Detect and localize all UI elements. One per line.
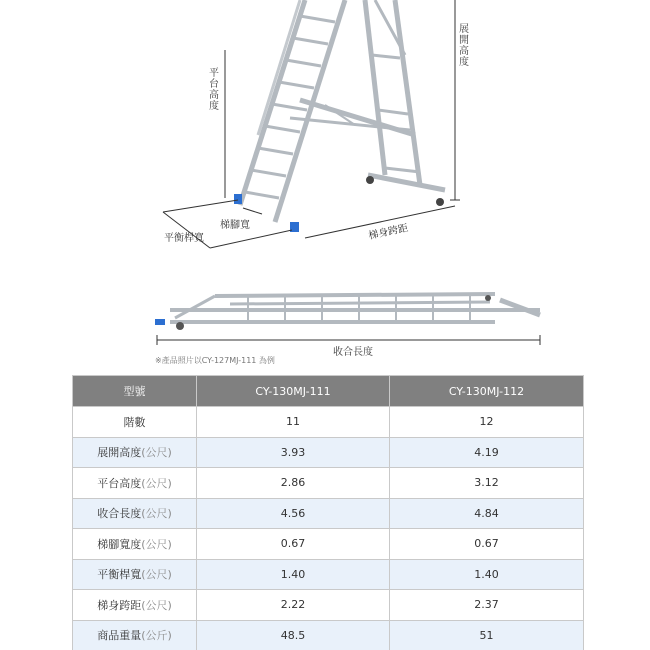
wheel-rear-right <box>436 198 444 206</box>
header-model-112: CY-130MJ-112 <box>390 376 584 407</box>
row-value-112: 1.40 <box>390 559 584 590</box>
table-row <box>73 529 584 560</box>
row-label: 梯腳寬度(公尺) <box>73 529 197 560</box>
table-row <box>73 590 584 621</box>
row-value-111: 2.22 <box>197 590 390 621</box>
row-value-112: 4.84 <box>390 498 584 529</box>
header-model-label: 型號 <box>73 376 197 407</box>
photo-note: ※產品照片以CY-127MJ-111 為例 <box>155 356 275 365</box>
row-label: 商品重量(公斤) <box>73 620 197 650</box>
spec-table-header <box>73 376 584 407</box>
row-value-112: 12 <box>390 407 584 438</box>
folded-wheel <box>176 322 184 330</box>
row-value-112: 4.19 <box>390 437 584 468</box>
table-row <box>73 498 584 529</box>
row-value-111: 11 <box>197 407 390 438</box>
row-value-111: 0.67 <box>197 529 390 560</box>
folded-foot-icon <box>155 319 165 325</box>
body-span-label: 梯身跨距 <box>367 222 410 242</box>
balance-bar-width-label: 平衡桿寬 <box>164 233 204 244</box>
row-value-111: 48.5 <box>197 620 390 650</box>
table-row <box>73 437 584 468</box>
row-label: 階數 <box>73 407 197 438</box>
row-value-111: 4.56 <box>197 498 390 529</box>
row-value-111: 1.40 <box>197 559 390 590</box>
table-row <box>73 407 584 438</box>
table-row <box>73 620 584 650</box>
row-value-112: 0.67 <box>390 529 584 560</box>
row-value-111: 3.93 <box>197 437 390 468</box>
table-row <box>73 468 584 499</box>
foot-width-label: 梯腳寬 <box>220 220 250 231</box>
table-row <box>73 559 584 590</box>
row-value-112: 2.37 <box>390 590 584 621</box>
standing-ladder <box>240 0 445 222</box>
row-label: 收合長度(公尺) <box>73 498 197 529</box>
row-label: 平台高度(公尺) <box>73 468 197 499</box>
folded-wheel-2 <box>485 295 491 301</box>
row-value-112: 51 <box>390 620 584 650</box>
header-model-111: CY-130MJ-111 <box>197 376 390 407</box>
dimension-lines <box>163 0 460 248</box>
row-label: 展開高度(公尺) <box>73 437 197 468</box>
extended-height-label: 展開高度 <box>459 24 469 68</box>
row-label: 平衡桿寬(公尺) <box>73 559 197 590</box>
platform-height-label: 平台高度 <box>209 68 219 112</box>
row-label: 梯身跨距(公尺) <box>73 590 197 621</box>
row-value-112: 3.12 <box>390 468 584 499</box>
wheel-rear-left <box>366 176 374 184</box>
ladder-foot-left <box>234 194 242 204</box>
folded-ladder <box>170 294 540 322</box>
spec-table <box>72 375 584 650</box>
folded-length-label: 收合長度 <box>333 347 373 358</box>
row-value-111: 2.86 <box>197 468 390 499</box>
